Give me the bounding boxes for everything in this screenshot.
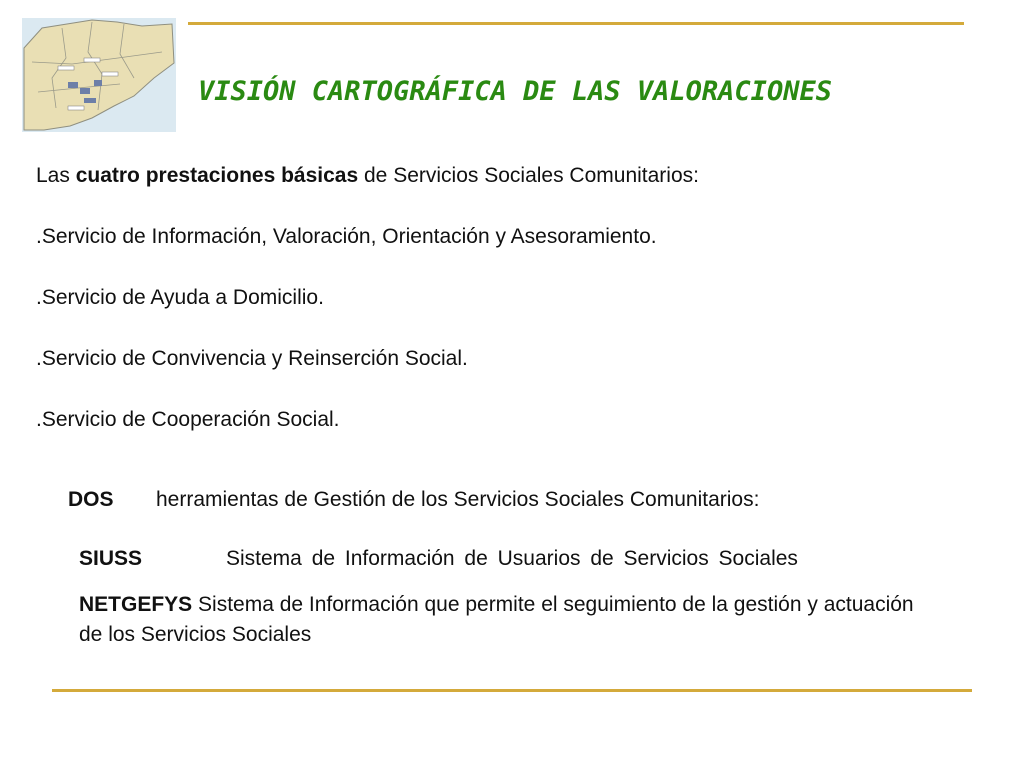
intro-bold: cuatro prestaciones básicas xyxy=(75,164,359,187)
tool-description-siuss: Sistema de Información de Usuarios de Servicios Sociales xyxy=(226,547,798,570)
intro-after: de Servicios Sociales Comunitarios: xyxy=(358,164,699,187)
intro-sentence xyxy=(36,164,699,188)
slide-title: VISIÓN CARTOGRÁFICA DE LAS VALORACIONES xyxy=(198,76,832,107)
tool-code-netgefys: NETGEFYS xyxy=(79,593,193,616)
service-item: .Servicio de Cooperación Social. xyxy=(36,408,340,431)
top-divider xyxy=(188,22,964,25)
service-item: .Servicio de Ayuda a Domicilio. xyxy=(36,286,324,309)
service-item: .Servicio de Información, Valoración, Orientación y Asesoramiento. xyxy=(36,225,657,248)
map-thumbnail-icon xyxy=(22,18,176,132)
bottom-divider xyxy=(52,689,972,692)
service-item: .Servicio de Convivencia y Reinserción Social. xyxy=(36,347,468,370)
tools-heading-bold: DOS xyxy=(68,488,114,511)
tool-netgefys xyxy=(79,590,939,650)
tools-heading-text: herramientas de Gestión de los Servicios Sociales Comunitarios: xyxy=(156,488,760,511)
intro-before: Las xyxy=(36,164,76,187)
tool-description-netgefys: Sistema de Información que permite el seguimiento de la gestión y actuación de los Servicios Sociales xyxy=(79,593,914,646)
tool-code-siuss: SIUSS xyxy=(79,547,143,570)
